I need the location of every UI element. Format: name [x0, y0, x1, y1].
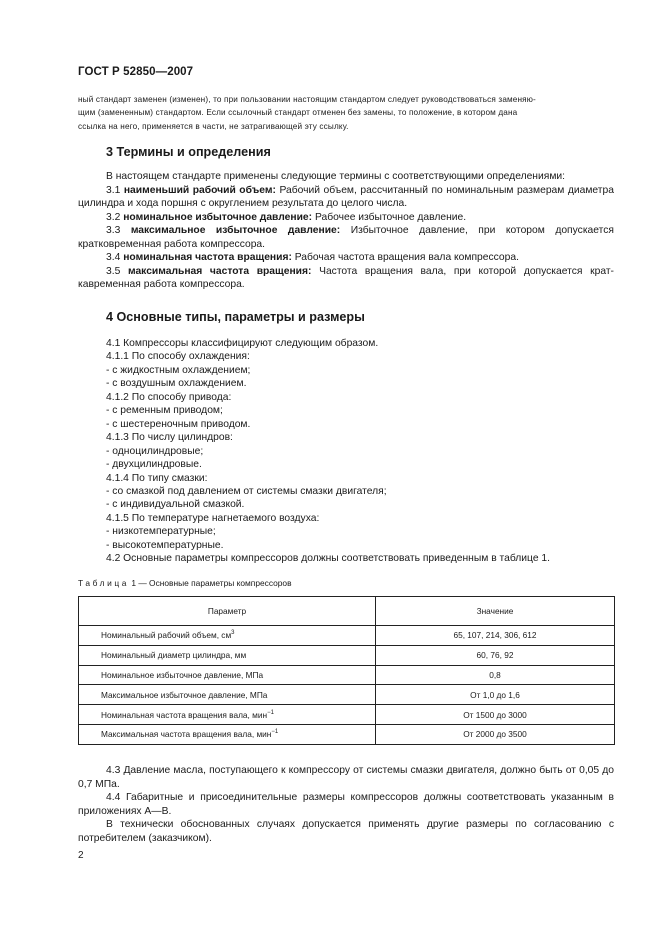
table-row [79, 724, 615, 744]
list-item: 4.1.2 По способу привода: [106, 391, 232, 403]
list-item: 4.1.5 По температуре нагнетаемого воздуха: [106, 512, 320, 524]
table-cell-param: Номинальная частота вращения вала, мин$^{-1}$ [79, 705, 376, 725]
list-item: - с шестереночным приводом. [106, 418, 251, 430]
list-item: - со смазкой под давлением от системы смазки двигателя; [106, 485, 387, 497]
intro-paragraph [78, 93, 614, 133]
section-4-title: 4 Основные типы, параметры и размеры [106, 310, 365, 324]
term-3-5: 3.5 максимальная частота вращения: Частота вращения вала, при которой допускается крат-кавременная работа компрессора. [78, 265, 614, 290]
list-item: 4.1.3 По числу цилиндров: [106, 432, 233, 444]
list-item: - с ременным приводом; [106, 405, 223, 417]
table-cell-value: 0,8 [376, 665, 615, 685]
table-cell-value: 60, 76, 92 [376, 645, 615, 665]
section-4-list [106, 337, 614, 566]
table-cell-value: От 1,0 до 1,6 [376, 685, 615, 705]
table-row [79, 685, 615, 705]
intro-line: ный стандарт заменен (изменен), то при пользовании настоящим стандартом следует руководствоваться заменяю- [78, 95, 536, 104]
term-3-2: 3.2 номинальное избыточное давление: Рабочее избыточное давление. [106, 211, 467, 223]
table-header-row [79, 597, 615, 626]
table-cell-param: Номинальный диаметр цилиндра, мм [79, 645, 376, 665]
term-3-4: 3.4 номинальная частота вращения: Рабочая частота вращения вала компрессора. [106, 252, 519, 263]
list-item: 4.2 Основные параметры компрессоров должны соответствовать приведенным в таблице 1. [106, 553, 551, 565]
list-item: - низкотемпературные; [106, 526, 216, 538]
table-row [79, 665, 615, 685]
section-3-lead: В настоящем стандарте применены следующие термины с соответствующими определениями: [106, 171, 566, 182]
table-cell-value: 65, 107, 214, 306, 612 [376, 626, 615, 646]
intro-line: ссылка на него, применяется в части, не затрагивающей эту ссылку. [78, 121, 349, 131]
table-cell-param: Максимальная частота вращения вала, мин$^{-1}$ [79, 724, 376, 744]
term-3-1: 3.1 наименьший рабочий объем: Рабочий объем, рассчитанный по номинальным размерам диаметра цилиндра и хода поршня с округлением результата до целого числа. [78, 184, 614, 209]
paragraph-4-5: В технически обоснованных случаях допускается применять другие размеры по согласованию с потребителем (заказчиком). [78, 819, 614, 844]
section-3-body [78, 170, 614, 292]
table-row [79, 705, 615, 725]
document-code: ГОСТ Р 52850—2007 [78, 66, 194, 78]
table-row [79, 626, 615, 646]
table-cell-param: Максимальное избыточное давление, МПа [79, 685, 376, 705]
list-item: - с индивидуальной смазкой. [106, 499, 245, 511]
table-cell-param: Номинальный рабочий объем, $см^3$ [79, 626, 376, 646]
list-item: 4.1.1 По способу охлаждения: [106, 351, 250, 363]
list-item: 4.1.4 По типу смазки: [106, 472, 208, 484]
intro-line: щим (замененным) стандартом. Если ссылочный стандарт отменен без замены, то положение, в котором дана [78, 108, 518, 118]
section-3-title: 3 Термины и определения [106, 145, 271, 159]
list-item: - с жидкостным охлаждением; [106, 364, 251, 376]
paragraph-4-4: 4.4 Габаритные и присоединительные размеры компрессоров должны соответствовать указанным в приложениях А—В. [78, 792, 614, 817]
column-header-parameter: Параметр [79, 597, 376, 626]
parameters-table [78, 596, 615, 745]
list-item: - двухцилиндровые. [106, 459, 202, 471]
paragraph-4-3: 4.3 Давление масла, поступающего к компрессору от системы смазки двигателя, должно быть от 0,05 до 0,7 МПа. [78, 765, 614, 790]
table-caption: Таблица 1 — Основные параметры компрессоров [78, 578, 292, 588]
column-header-value: Значение [376, 597, 615, 626]
table-row [79, 645, 615, 665]
list-item: - высокотемпературные. [106, 539, 224, 551]
list-item: - одноцилиндровые; [106, 445, 204, 457]
list-item: 4.1 Компрессоры классифицируют следующим образом. [106, 338, 379, 349]
term-3-3: 3.3 максимальное избыточное давление: Избыточное давление, при котором допускается кратковременная работа компрессора. [78, 225, 614, 250]
page-number: 2 [78, 850, 84, 861]
table-cell-param: Номинальное избыточное давление, МПа [79, 665, 376, 685]
list-item: - с воздушным охлаждением. [106, 378, 247, 390]
after-table-body [78, 764, 614, 845]
table-cell-value: От 2000 до 3500 [376, 724, 615, 744]
table-cell-value: От 1500 до 3000 [376, 705, 615, 725]
